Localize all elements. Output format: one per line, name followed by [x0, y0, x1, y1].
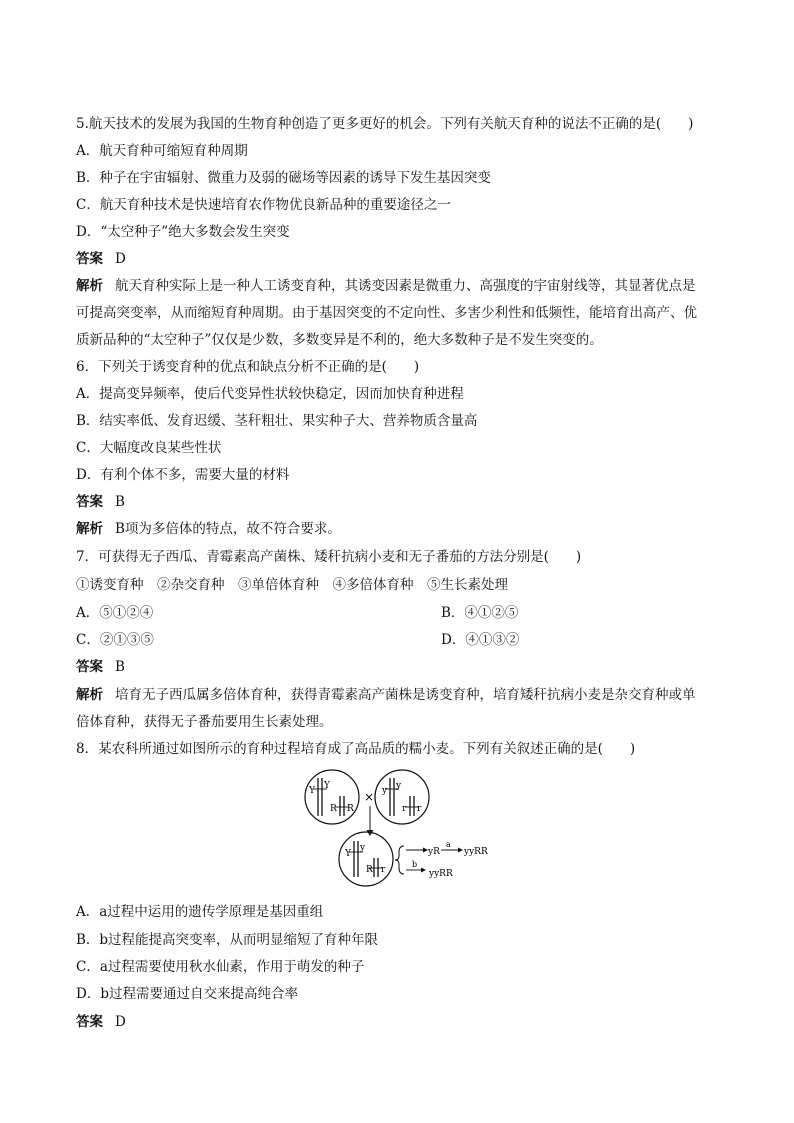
q5-option-c: C．航天育种技术是快速培育农作物优良新品种的重要途径之一: [76, 197, 451, 213]
allele-label: y: [360, 843, 366, 853]
analysis-label: 解析: [76, 278, 103, 294]
answer-label: 答案: [76, 659, 103, 675]
q6-option-b: B．结实率低、发育迟缓、茎秆粗壮、果实种子大、营养物质含量高: [76, 413, 478, 429]
intermediate-genotype: yR: [428, 847, 440, 857]
q5-answer: [76, 249, 126, 269]
q5-option-d: D．“太空种子”绝大多数会发生突变: [76, 224, 290, 240]
q6-analysis: [76, 519, 341, 539]
f1-cell: [339, 832, 393, 886]
q5-stem: 5.航天技术的发展为我国的生物育种创造了更多更好的机会。下列有关航天育种的说法不正确的是( ): [76, 116, 694, 132]
answer-label: 答案: [76, 1014, 103, 1030]
arrow-icon: [421, 868, 426, 873]
breeding-diagram: [300, 764, 500, 888]
process-label-b: b: [412, 860, 418, 869]
allele-label: Y: [345, 849, 351, 859]
q7-analysis-line-2: 倍体育种，获得无子番茄要用生长素处理。: [76, 714, 333, 730]
analysis-label: 解析: [76, 521, 103, 537]
allele-label: y: [396, 781, 402, 791]
answer-label: 答案: [76, 251, 103, 267]
q8-answer: [76, 1012, 126, 1032]
q6-option-c: C．大幅度改良某些性状: [76, 440, 222, 456]
allele-label: R: [347, 804, 354, 814]
allele-label: y: [382, 786, 388, 796]
q7-option-a: A．⑤①②④: [76, 605, 154, 621]
allele-label: Y: [324, 781, 330, 791]
q7-options-row-1: [76, 603, 519, 623]
q7-options-row-2: [76, 630, 520, 650]
allele-label: R: [330, 804, 337, 814]
allele-label: r: [381, 865, 386, 875]
q5-option-b: B．种子在宇宙辐射、微重力及弱的磁场等因素的诱导下发生基因突变: [76, 170, 491, 186]
q6-answer: [76, 492, 125, 512]
answer-value: B: [115, 659, 125, 675]
q5-analysis-line-1: [76, 276, 721, 296]
parent-1-cell: [305, 770, 359, 824]
analysis-text: 培育无子西瓜属多倍体育种，获得青霉素高产菌株是诱变育种，培育矮秆抗病小麦是杂交育种或单: [115, 687, 696, 703]
answer-value: B: [115, 494, 125, 510]
answer-label: 答案: [76, 494, 103, 510]
result-genotype-b: yyRR: [429, 869, 453, 879]
parent-2-cell: [375, 770, 429, 824]
answer-value: D: [115, 251, 126, 267]
q6-option-d: D．有利个体不多，需要大量的材料: [76, 467, 290, 483]
q8-option-d: D．b过程需要通过自交来提高纯合率: [76, 986, 298, 1002]
allele-label: R: [366, 865, 373, 875]
q7-option-c: C．②①③⑤: [76, 632, 154, 648]
arrow-icon: [458, 848, 463, 853]
brace: [395, 846, 404, 874]
q6-stem: 6．下列关于诱变育种的优点和缺点分析不正确的是( ): [76, 359, 420, 375]
analysis-label: 解析: [76, 687, 103, 703]
result-genotype-a: yyRR: [464, 847, 488, 857]
q6-option-a: A．提高变异频率，使后代变异性状较快稳定，因而加快育种进程: [76, 386, 464, 402]
cross-symbol: ×: [364, 790, 375, 804]
q7-stem: 7．可获得无子西瓜、青霉素高产菌株、矮秆抗病小麦和无子番茄的方法分别是( ): [76, 549, 582, 565]
allele-label: r: [402, 804, 407, 814]
q5-analysis-line-3: 质新品种的“太空种子”仅仅是少数，多数变异是不利的，绝大多数种子是不发生突变的。: [76, 332, 603, 348]
q8-option-b: B．b过程能提高突变率，从而明显缩短了育种年限: [76, 932, 379, 948]
analysis-text: B项为多倍体的特点，故不符合要求。: [115, 521, 341, 537]
analysis-text: 航天育种实际上是一种人工诱变育种，其诱变因素是微重力、高强度的宇宙射线等，其显著优点是: [115, 278, 696, 294]
q7-option-d: D．④①③②: [441, 632, 520, 648]
q8-option-c: C．a过程需要使用秋水仙素，作用于萌发的种子: [76, 959, 365, 975]
q7-methods: ①诱变育种 ②杂交育种 ③单倍体育种 ④多倍体育种 ⑤生长素处理: [76, 577, 508, 593]
q7-analysis-line-1: [76, 685, 721, 705]
q7-option-b: B．④①②⑤: [441, 605, 519, 621]
allele-label: Y: [309, 786, 315, 796]
process-label-a: a: [446, 840, 451, 849]
q5-option-a: A．航天育种可缩短育种周期: [76, 143, 248, 159]
q8-option-a: A．a过程中运用的遗传学原理是基因重组: [76, 904, 324, 920]
q5-analysis-line-2: 可提高突变率，从而缩短育种周期。由于基因突变的不定向性、多害少利性和低频性，能培育出高产、优: [76, 305, 697, 321]
answer-value: D: [115, 1014, 126, 1030]
q8-stem: 8．某农科所通过如图所示的育种过程培育成了高品质的糯小麦。下列有关叙述正确的是( ): [76, 741, 636, 757]
allele-label: r: [417, 804, 422, 814]
q7-answer: [76, 657, 125, 677]
